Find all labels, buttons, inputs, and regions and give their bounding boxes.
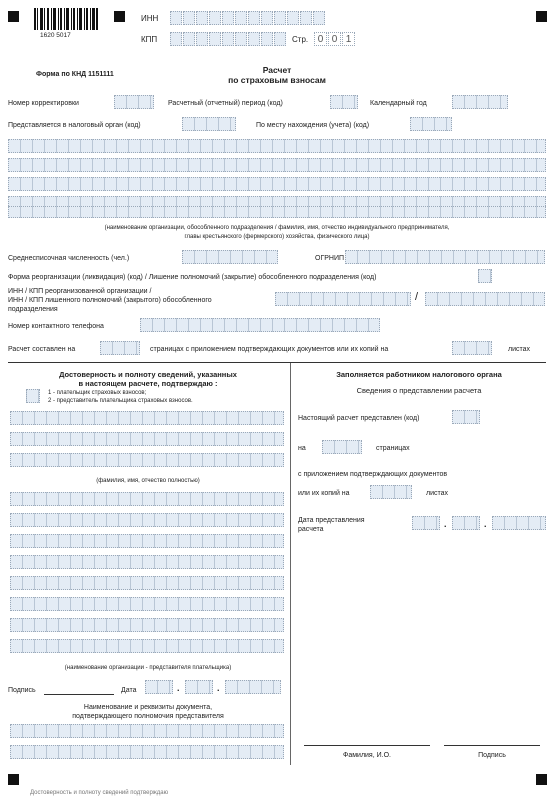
left-heading-1: Достоверность и полноту сведений, указанных [59, 370, 237, 379]
correction-field[interactable] [114, 95, 154, 109]
reorg-kpp-field[interactable] [425, 292, 545, 306]
submission-date-day[interactable] [412, 516, 440, 530]
sub-date-dot-2: . [484, 519, 487, 529]
date-dot-2: . [217, 683, 220, 693]
doc-heading-1: Наименование и реквизиты документа, [83, 704, 213, 711]
corner-marker-top-left [8, 11, 19, 22]
phone-field[interactable] [140, 318, 380, 332]
sign-date-year[interactable] [225, 680, 281, 694]
org-rep-caption: (наименование организации - представителя плательщика) [64, 665, 232, 671]
org-name-row-2[interactable] [8, 158, 546, 172]
year-field[interactable] [452, 95, 508, 109]
form-title-line1: Расчет [262, 65, 292, 75]
org-name-row-3[interactable] [8, 177, 546, 191]
headcount-label: Среднесписочная численность (чел.) [8, 255, 130, 262]
doc-row-1[interactable] [10, 724, 284, 738]
submission-date-year[interactable] [492, 516, 546, 530]
sign-date-day[interactable] [145, 680, 173, 694]
org-rep-row-3[interactable] [10, 534, 284, 548]
page-number-field[interactable]: 0 0 1 [314, 32, 355, 46]
inn-field[interactable] [170, 11, 325, 25]
pages-middle: страницах с приложением подтверждающих документов или их копий на [150, 346, 389, 353]
form-knd: Форма по КНД 1151111 [36, 71, 114, 78]
date-label: Дата [121, 687, 137, 694]
date-label-2: расчета [298, 526, 324, 533]
attach-label-2: или их копий на [298, 490, 350, 497]
ogrnip-label: ОГРНИП [315, 255, 345, 262]
kpp-field[interactable] [170, 32, 286, 46]
inn-kpp-label-1: ИНН / КПП реорганизованной организации / [8, 288, 152, 295]
kpp-label: КПП [141, 35, 158, 44]
inn-label: ИНН [141, 14, 159, 23]
fio-sign-line[interactable] [304, 745, 430, 746]
sign-line[interactable] [44, 694, 114, 695]
pages-label: страницах [376, 445, 410, 452]
fio-caption: (фамилия, имя, отчество полностью) [96, 478, 200, 484]
right-heading: Заполняется работником налогового органа [336, 370, 502, 379]
footer-note: Достоверность и полноту сведений подтверждаю [30, 790, 169, 796]
org-rep-row-4[interactable] [10, 555, 284, 569]
confirm-opt2: 2 - представитель плательщика страховых взносов. [48, 398, 193, 404]
sign-date-month[interactable] [185, 680, 213, 694]
date-label-1: Дата представления [298, 517, 365, 524]
confirm-opt1: 1 - плательщик страховых взносов; [48, 390, 147, 396]
year-label: Календарный год [370, 100, 427, 107]
inn-kpp-label-3: подразделения [8, 306, 58, 313]
sheets-field[interactable] [452, 341, 492, 355]
corner-marker-bottom-right [536, 774, 547, 785]
pages-suffix: листах [508, 346, 531, 353]
submitted-pages-field[interactable] [322, 440, 362, 454]
org-caption-2: главы крестьянского (фермерского) хозяйства, физического лица) [184, 234, 370, 240]
submitted-code-field[interactable] [452, 410, 480, 424]
fio-row-1[interactable] [10, 411, 284, 425]
org-rep-row-6[interactable] [10, 597, 284, 611]
headcount-field[interactable] [182, 250, 278, 264]
left-heading-2: в настоящем расчете, подтверждаю : [78, 379, 218, 388]
corner-marker-bottom-left [8, 774, 19, 785]
ogrnip-field[interactable] [345, 250, 545, 264]
corner-marker-top-center [114, 11, 125, 22]
signature-label: Подпись [478, 752, 506, 759]
reorg-label: Форма реорганизации (ликвидация) (код) / Лишение полномочий (закрытие) обособленного подразделения (код) [8, 274, 377, 281]
submitted-label: Настоящий расчет представлен (код) [298, 415, 420, 422]
period-field[interactable] [330, 95, 358, 109]
correction-label: Номер корректировки [8, 100, 79, 107]
sub-date-dot-1: . [444, 519, 447, 529]
fio-label: Фамилия, И.О. [343, 752, 391, 759]
date-dot-1: . [177, 683, 180, 693]
org-rep-row-8[interactable] [10, 639, 284, 653]
section-divider [8, 362, 546, 363]
doc-row-2[interactable] [10, 745, 284, 759]
right-subheading: Сведения о представлении расчета [356, 386, 482, 395]
period-label: Расчетный (отчетный) период (код) [168, 100, 283, 107]
org-rep-row-7[interactable] [10, 618, 284, 632]
org-caption-1: (наименование организации, обособленного подразделения / фамилия, имя, отчество индивидуального предпринимателя, [104, 225, 450, 231]
phone-label: Номер контактного телефона [8, 323, 104, 330]
tax-authority-label: Представляется в налоговый орган (код) [8, 122, 141, 129]
pages-field[interactable] [100, 341, 140, 355]
sign-label: Подпись [8, 687, 36, 694]
inn-kpp-slash: / [415, 291, 419, 303]
org-rep-row-5[interactable] [10, 576, 284, 590]
column-divider [290, 363, 291, 765]
org-name-row-1[interactable] [8, 139, 546, 153]
pages-prefix: Расчет составлен на [8, 346, 76, 353]
org-rep-row-1[interactable] [10, 492, 284, 506]
fio-row-3[interactable] [10, 453, 284, 467]
page-label: Стр. [292, 35, 309, 44]
corner-marker-top-right [536, 11, 547, 22]
location-label: По месту нахождения (учета) (код) [256, 122, 370, 129]
fio-row-2[interactable] [10, 432, 284, 446]
form-title-line2: по страховым взносам [228, 75, 326, 85]
on-label: на [298, 445, 306, 452]
tax-authority-field[interactable] [182, 117, 236, 131]
signature-line[interactable] [444, 745, 540, 746]
sheets-label: листах [426, 490, 449, 497]
reorg-field[interactable] [478, 269, 492, 283]
barcode-number: 1620 5017 [40, 32, 71, 39]
confirm-type-field[interactable] [26, 389, 40, 403]
attach-sheets-field[interactable] [370, 485, 412, 499]
inn-kpp-label-2: ИНН / КПП лишенного полномочий (закрытого) обособленного [8, 297, 212, 304]
location-field[interactable] [410, 117, 452, 131]
org-rep-row-2[interactable] [10, 513, 284, 527]
submission-date-month[interactable] [452, 516, 480, 530]
doc-heading-2: подтверждающего полномочия представителя [72, 713, 224, 720]
org-name-row-5[interactable] [8, 206, 546, 218]
reorg-inn-field[interactable] [275, 292, 411, 306]
attach-label-1: с приложением подтверждающих документов [298, 471, 448, 478]
